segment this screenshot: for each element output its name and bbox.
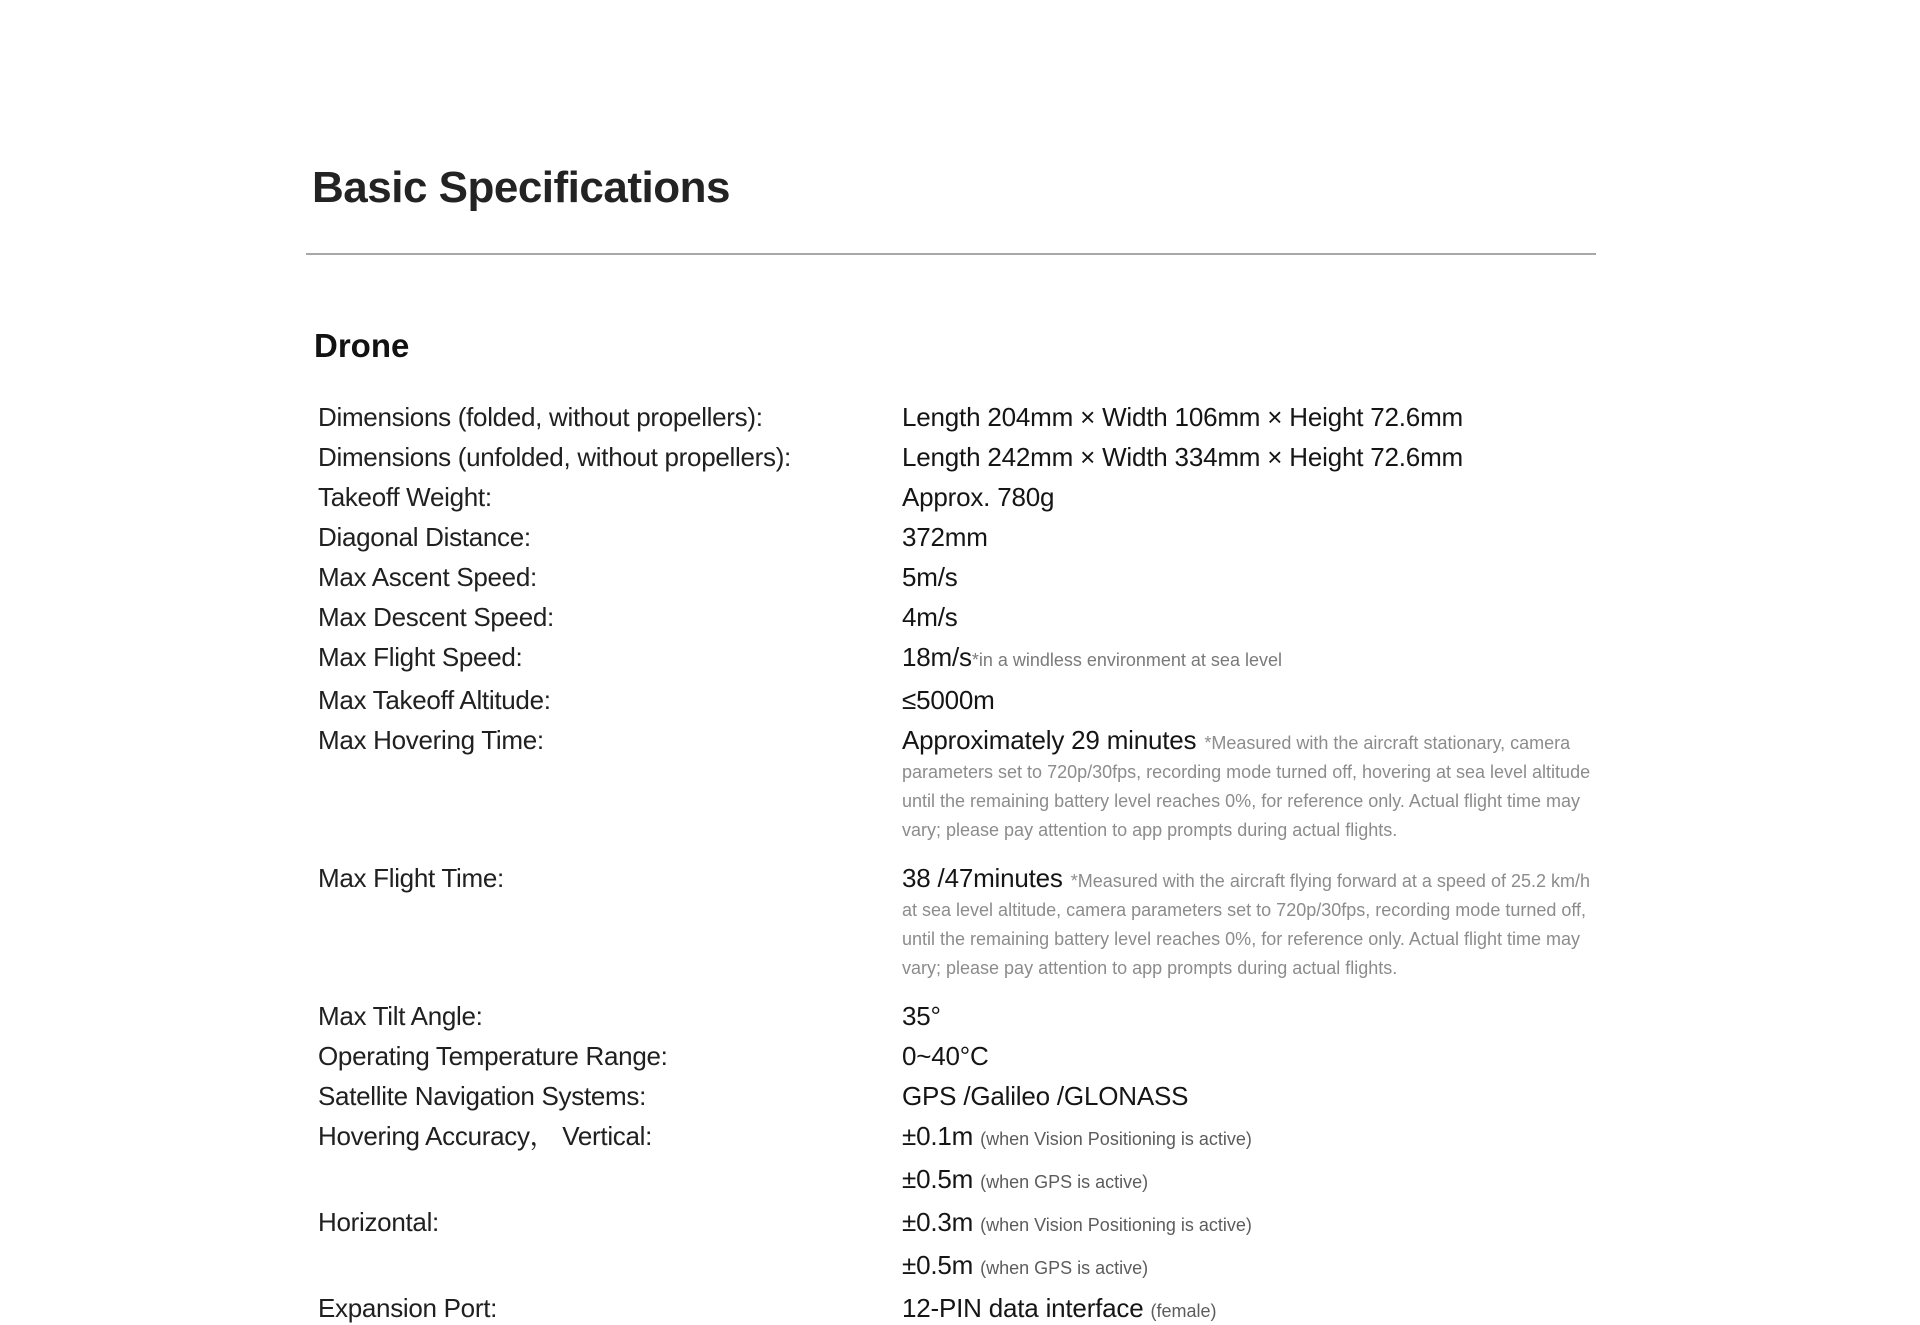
spec-label: Dimensions (folded, without propellers):	[318, 401, 763, 432]
spec-value	[902, 1002, 1600, 1030]
spec-label	[318, 1251, 902, 1282]
spec-row	[318, 443, 1920, 471]
spec-value-text: 372mm	[902, 521, 988, 552]
spec-row	[318, 1082, 1920, 1110]
spec-value-paren-note: (when GPS is active)	[980, 1171, 1149, 1192]
spec-value-text: 38 /47minutes	[902, 862, 1063, 893]
spec-row	[318, 403, 1920, 431]
spec-value	[902, 686, 1600, 714]
spec-row	[318, 864, 1920, 980]
spec-value-paren-note: (when Vision Positioning is active)	[980, 1214, 1252, 1235]
spec-row	[318, 603, 1920, 631]
spec-value	[902, 1082, 1600, 1110]
spec-row	[318, 523, 1920, 551]
spec-value-text: Approx. 780g	[902, 481, 1055, 512]
spec-value	[902, 1251, 1600, 1282]
spec-value-text: Length 204mm × Width 106mm × Height 72.6mm	[902, 401, 1463, 432]
spec-value-paren-note: (female)	[1150, 1300, 1217, 1321]
spec-value	[902, 603, 1600, 631]
spec-row	[318, 563, 1920, 591]
spec-row	[318, 643, 1920, 674]
spec-value-text: ±0.1m	[902, 1120, 974, 1151]
spec-value	[902, 563, 1600, 591]
spec-value-text: ±0.3m	[902, 1206, 974, 1237]
spec-label: Max Descent Speed:	[318, 601, 554, 632]
spec-value	[902, 726, 1600, 842]
spec-value-text: ±0.5m	[902, 1249, 974, 1280]
spec-label: Max Flight Speed:	[318, 641, 523, 672]
spec-list	[318, 403, 1920, 1325]
spec-label: Hovering Accuracy， Vertical:	[318, 1120, 653, 1151]
spec-value	[902, 443, 1600, 471]
spec-value	[902, 1042, 1600, 1070]
spec-value-text: Length 242mm × Width 334mm × Height 72.6mm	[902, 441, 1463, 472]
spec-row	[318, 1251, 1920, 1282]
spec-row	[318, 726, 1920, 842]
spec-value	[902, 523, 1600, 551]
spec-row	[318, 483, 1920, 511]
spec-value-text: ≤5000m	[902, 684, 995, 715]
spec-value-text: 18m/s	[902, 641, 972, 672]
spec-value-inline-note: *in a windless environment at sea level	[971, 649, 1282, 670]
spec-label: Satellite Navigation Systems:	[318, 1080, 647, 1111]
section-heading-drone: Drone	[314, 326, 410, 364]
spec-value-text: ±0.5m	[902, 1163, 974, 1194]
spec-value-paren-note: (when Vision Positioning is active)	[980, 1128, 1252, 1149]
spec-value-text: 4m/s	[902, 601, 958, 632]
spec-label: Max Hovering Time:	[318, 724, 544, 755]
spec-label: Max Flight Time:	[318, 862, 504, 893]
spec-row	[318, 1002, 1920, 1030]
spec-value-text: 0~40°C	[902, 1040, 989, 1071]
spec-row	[318, 1042, 1920, 1070]
spec-value	[902, 643, 1600, 674]
spec-value-text: 35°	[902, 1000, 941, 1031]
spec-label: Max Tilt Angle:	[318, 1000, 483, 1031]
spec-value	[902, 1294, 1600, 1325]
spec-label: Dimensions (unfolded, without propellers):	[318, 441, 791, 472]
spec-row	[318, 1294, 1920, 1325]
spec-value-footnote: *Measured with the aircraft stationary, camera parameters set to 720p/30fps, recording mode turned off, hovering at sea level altitude until the remaining battery level reaches 0%, for reference only. Actual flight time may vary; please pay attention to app prompts during actual flights.	[902, 732, 1591, 840]
spec-label: Horizontal:	[318, 1206, 439, 1237]
spec-value-text: 5m/s	[902, 561, 958, 592]
spec-row	[318, 1208, 1920, 1239]
spec-value-text: GPS /Galileo /GLONASS	[902, 1080, 1189, 1111]
spec-label: Max Takeoff Altitude:	[318, 684, 551, 715]
spec-row	[318, 686, 1920, 714]
spec-value	[902, 864, 1600, 980]
spec-value	[902, 403, 1600, 431]
title-divider	[306, 253, 1596, 255]
spec-label: Diagonal Distance:	[318, 521, 531, 552]
spec-value-text: 12-PIN data interface	[902, 1292, 1144, 1323]
spec-value	[902, 1122, 1600, 1153]
spec-value	[902, 1165, 1600, 1196]
spec-label: Expansion Port:	[318, 1292, 498, 1323]
page-title: Basic Specifications	[312, 163, 730, 212]
spec-value	[902, 483, 1600, 511]
spec-value-paren-note: (when GPS is active)	[980, 1257, 1149, 1278]
spec-value	[902, 1208, 1600, 1239]
spec-value-footnote: *Measured with the aircraft flying forward at a speed of 25.2 km/h at sea level altitude, camera parameters set to 720p/30fps, recording mode turned off, until the remaining battery level reaches 0%, for reference only. Actual flight time may vary; please pay attention to app prompts during actual flights.	[902, 870, 1590, 978]
spec-row	[318, 1122, 1920, 1153]
spec-label: Operating Temperature Range:	[318, 1040, 668, 1071]
spec-row	[318, 1165, 1920, 1196]
spec-label	[318, 1165, 902, 1196]
spec-label: Max Ascent Speed:	[318, 561, 537, 592]
spec-label: Takeoff Weight:	[318, 481, 492, 512]
spec-value-text: Approximately 29 minutes	[902, 724, 1197, 755]
